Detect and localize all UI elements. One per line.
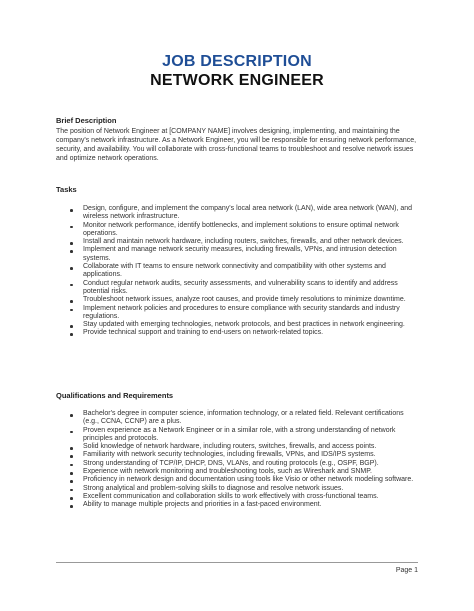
bullet-icon [70,455,73,458]
bullet-icon [70,250,73,253]
brief-description-heading: Brief Description [56,116,117,125]
bullet-icon [70,333,73,336]
list-item-text: Troubleshoot network issues, analyze root causes, and provide timely resolutions to minimize downtime. [83,296,406,304]
list-item [56,468,418,476]
list-item-text: Install and maintain network hardware, including routers, switches, firewalls, and other network devices. [83,238,404,246]
list-item-text: Excellent communication and collaboration skills to work effectively with cross-functional teams. [83,492,379,500]
list-item [56,443,418,451]
bullet-icon [70,447,73,450]
list-item [56,280,418,297]
bullet-icon [70,480,73,483]
bullet-icon [70,489,73,492]
list-item-text: Strong analytical and problem-solving skills to diagnose and resolve network issues. [83,484,344,492]
list-item [56,485,418,493]
qualifications-list [56,410,418,510]
bullet-icon [70,431,73,434]
list-item [56,451,418,459]
list-item [56,410,418,427]
list-item-text: Implement and manage network security measures, including firewalls, VPNs, and intrusion detection systems. [83,246,397,262]
list-item [56,238,418,246]
list-item [56,427,418,444]
list-item [56,476,418,484]
list-item [56,305,418,322]
list-item-text: Design, configure, and implement the company's local area network (LAN), wide area network (WAN), and wireless network infrastructure. [83,205,413,221]
footer-divider [56,562,418,563]
bullet-icon [70,472,73,475]
list-item [56,263,418,280]
bullet-icon [70,505,73,508]
list-item [56,205,418,222]
list-item-text: Familiarity with network security technologies, including firewalls, VPNs, and IDS/IPS systems. [83,451,376,459]
list-item [56,493,418,501]
bullet-icon [70,284,73,287]
list-item-text: Provide technical support and training to end-users on network-related topics. [83,329,324,337]
list-item-text: Conduct regular network audits, security assessments, and vulnerability scans to identify and address potential risks. [83,279,398,295]
list-item [56,222,418,239]
list-item-text: Stay updated with emerging technologies, network protocols, and best practices in network engineering. [83,321,405,329]
bullet-icon [70,226,73,229]
list-item-text: Collaborate with IT teams to ensure network connectivity and compatibility with other systems and applications. [83,263,386,279]
list-item-text: Ability to manage multiple projects and priorities in a fast-paced environment. [83,501,322,509]
page-number: Page 1 [395,567,418,574]
list-item-text: Bachelor's degree in computer science, information technology, or a related field. Relevant certifications (e.g., CCNA, CCNP) are a plus. [83,410,404,426]
list-item-text: Solid knowledge of network hardware, including routers, switches, firewalls, and access points. [83,443,377,451]
bullet-icon [70,209,73,212]
list-item [56,460,418,468]
bullet-icon [70,309,73,312]
bullet-icon [70,267,73,270]
bullet-icon [70,300,73,303]
list-item-text: Implement network policies and procedures to ensure compliance with security standards and industry regulations. [83,304,400,320]
list-item-text: Strong understanding of TCP/IP, DHCP, DNS, VLANs, and routing protocols (e.g., OSPF, BGP). [83,459,379,467]
bullet-icon [70,325,73,328]
tasks-heading: Tasks [56,185,77,194]
list-item [56,329,418,337]
list-item-text: Proven experience as a Network Engineer or in a similar role, with a strong understanding of network principles and protocols. [83,426,396,442]
bullet-icon [70,497,73,500]
list-item [56,296,418,304]
list-item-text: Monitor network performance, identify bottlenecks, and implement solutions to ensure optimal network operations. [83,221,399,237]
list-item [56,246,418,263]
bullet-icon [70,414,73,417]
qualifications-heading: Qualifications and Requirements [56,391,174,400]
list-item-text: Proficiency in network design and documentation using tools like Visio or other network modeling software. [83,476,414,484]
list-item [56,321,418,329]
brief-description-text: The position of Network Engineer at [COMPANY NAME] involves designing, implementing, and maintaining the company's network infrastructure. As a Network Engineer, you will be responsible for ensuring network performance, security, and availability. You will collaborate with cross-functional teams to troubleshoot and resolve network issues and optimize network operations. [56,128,417,162]
bullet-icon [70,464,73,467]
document-subtitle: NETWORK ENGINEER [150,72,324,89]
tasks-list [56,205,418,338]
list-item [56,501,418,509]
list-item-text: Experience with network monitoring and troubleshooting tools, such as Wireshark and SNMP. [83,468,372,476]
document-title: JOB DESCRIPTION [162,53,312,70]
bullet-icon [70,242,73,245]
